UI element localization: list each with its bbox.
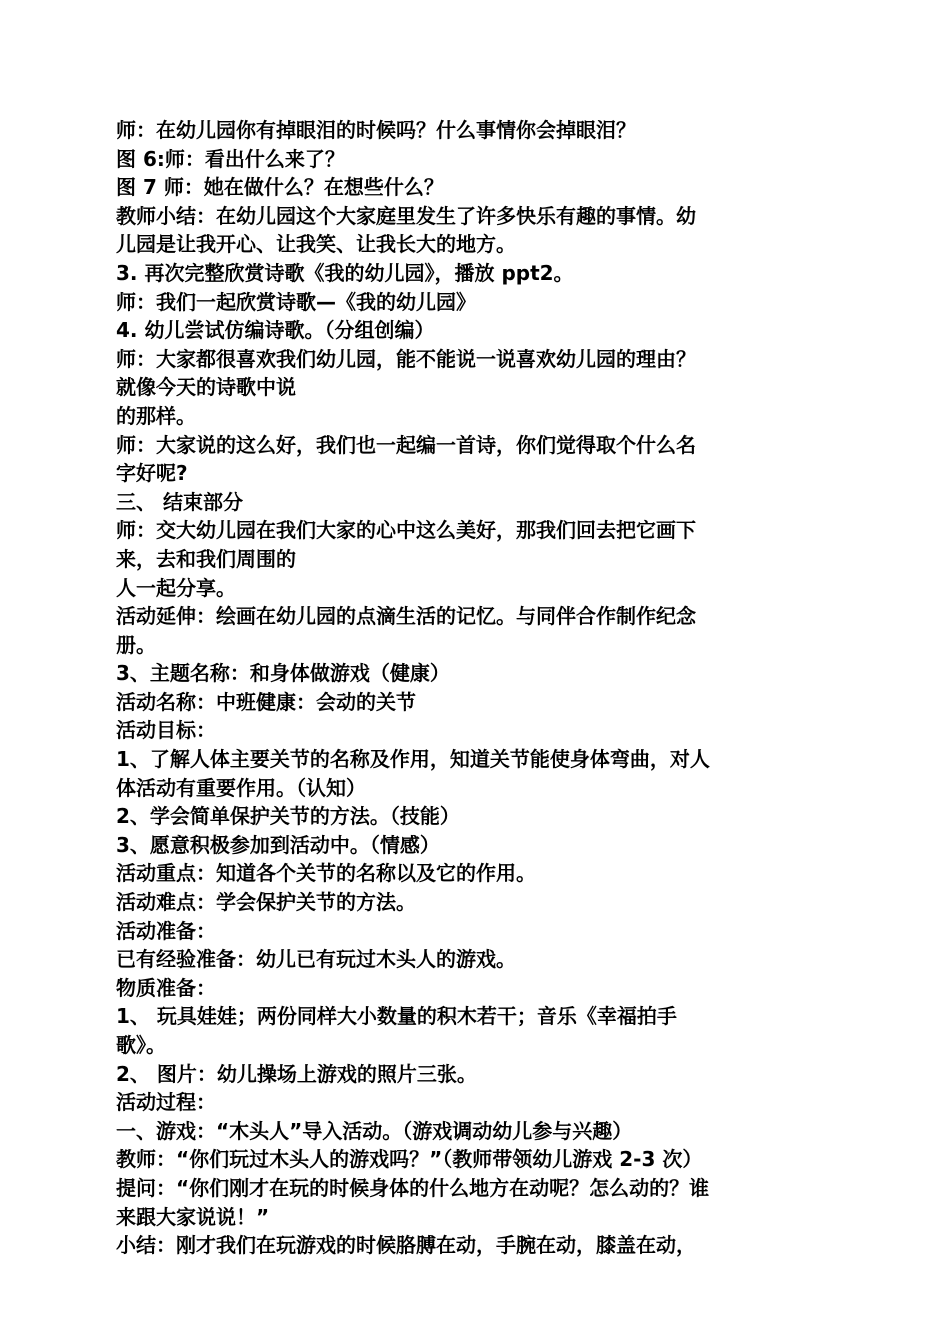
text-line: 的那样。 [116,403,196,428]
text-line: 已有经验准备：幼儿已有玩过木头人的游戏。 [116,947,516,972]
text-line: 师：大家说的这么好，我们也一起编一首诗，你们觉得取个什么名 [116,432,696,457]
text-line: 来跟大家说说！” [116,1204,270,1229]
text-line: 活动目标： [116,718,216,743]
text-line: 1、 玩具娃娃；两份同样大小数量的积木若干；音乐《幸福拍手 [116,1004,677,1029]
text-line: 活动重点：知道各个关节的名称以及它的作用。 [116,861,536,886]
text-line: 物质准备： [116,975,216,1000]
text-line: 字好呢? [116,461,188,486]
text-line: 4. 幼儿尝试仿编诗歌。（分组创编） [116,318,435,343]
text-line: 教师：“你们玩过木头人的游戏吗？”（教师带领幼儿游戏 2-3 次） [116,1147,703,1172]
text-line: 儿园是让我开心、让我笑、让我长大的地方。 [116,232,516,257]
text-line: 3、主题名称：和身体做游戏（健康） [116,661,450,686]
text-line: 师：我们一起欣赏诗歌—《我的幼儿园》 [116,289,476,314]
text-line: 3、愿意积极参加到活动中。（情感） [116,832,440,857]
text-line: 歌》。 [116,1033,166,1057]
text-line: 三、 结束部分 [116,489,243,514]
text-line: 1、了解人体主要关节的名称及作用，知道关节能使身体弯曲，对人 [116,747,710,772]
text-line: 师：在幼儿园你有掉眼泪的时候吗？什么事情你会掉眼泪？ [116,118,636,142]
text-line: 师：大家都很喜欢我们幼儿园，能不能说一说喜欢幼儿园的理由？ [116,346,696,371]
text-line: 师：交大幼儿园在我们大家的心中这么美好，那我们回去把它画下 [116,518,696,543]
text-line: 体活动有重要作用。（认知） [116,775,366,800]
text-line: 人一起分享。 [116,575,236,600]
text-line: 活动难点：学会保护关节的方法。 [116,890,416,915]
text-line: 一、游戏：“木头人”导入活动。（游戏调动幼儿参与兴趣） [116,1118,633,1143]
text-line: 活动名称：中班健康：会动的关节 [116,689,416,714]
text-line: 活动延伸：绘画在幼儿园的点滴生活的记忆。与同伴合作制作纪念 [116,604,696,629]
text-line: 2、学会简单保护关节的方法。（技能） [116,804,460,829]
text-line: 活动过程： [116,1090,216,1115]
text-line: 活动准备： [116,918,216,943]
text-line: 来，去和我们周围的 [116,546,296,571]
text-line: 小结：刚才我们在玩游戏的时候胳膊在动，手腕在动，膝盖在动， [116,1233,696,1258]
text-line: 就像今天的诗歌中说 [116,375,296,400]
text-line: 图 7 师：她在做什么？在想些什么？ [116,175,444,200]
text-line: 教师小结：在幼儿园这个大家庭里发生了许多快乐有趣的事情。幼 [116,203,696,228]
text-line: 图 6:师：看出什么来了？ [116,146,345,171]
text-line: 3. 再次完整欣赏诗歌《我的幼儿园》，播放 ppt2。 [116,260,574,285]
document-body [116,116,836,1260]
text-line: 2、 图片：幼儿操场上游戏的照片三张。 [116,1061,477,1086]
text-line: 提问：“你们刚才在玩的时候身体的什么地方在动呢？怎么动的？谁 [116,1175,710,1200]
text-line: 册。 [116,632,156,657]
